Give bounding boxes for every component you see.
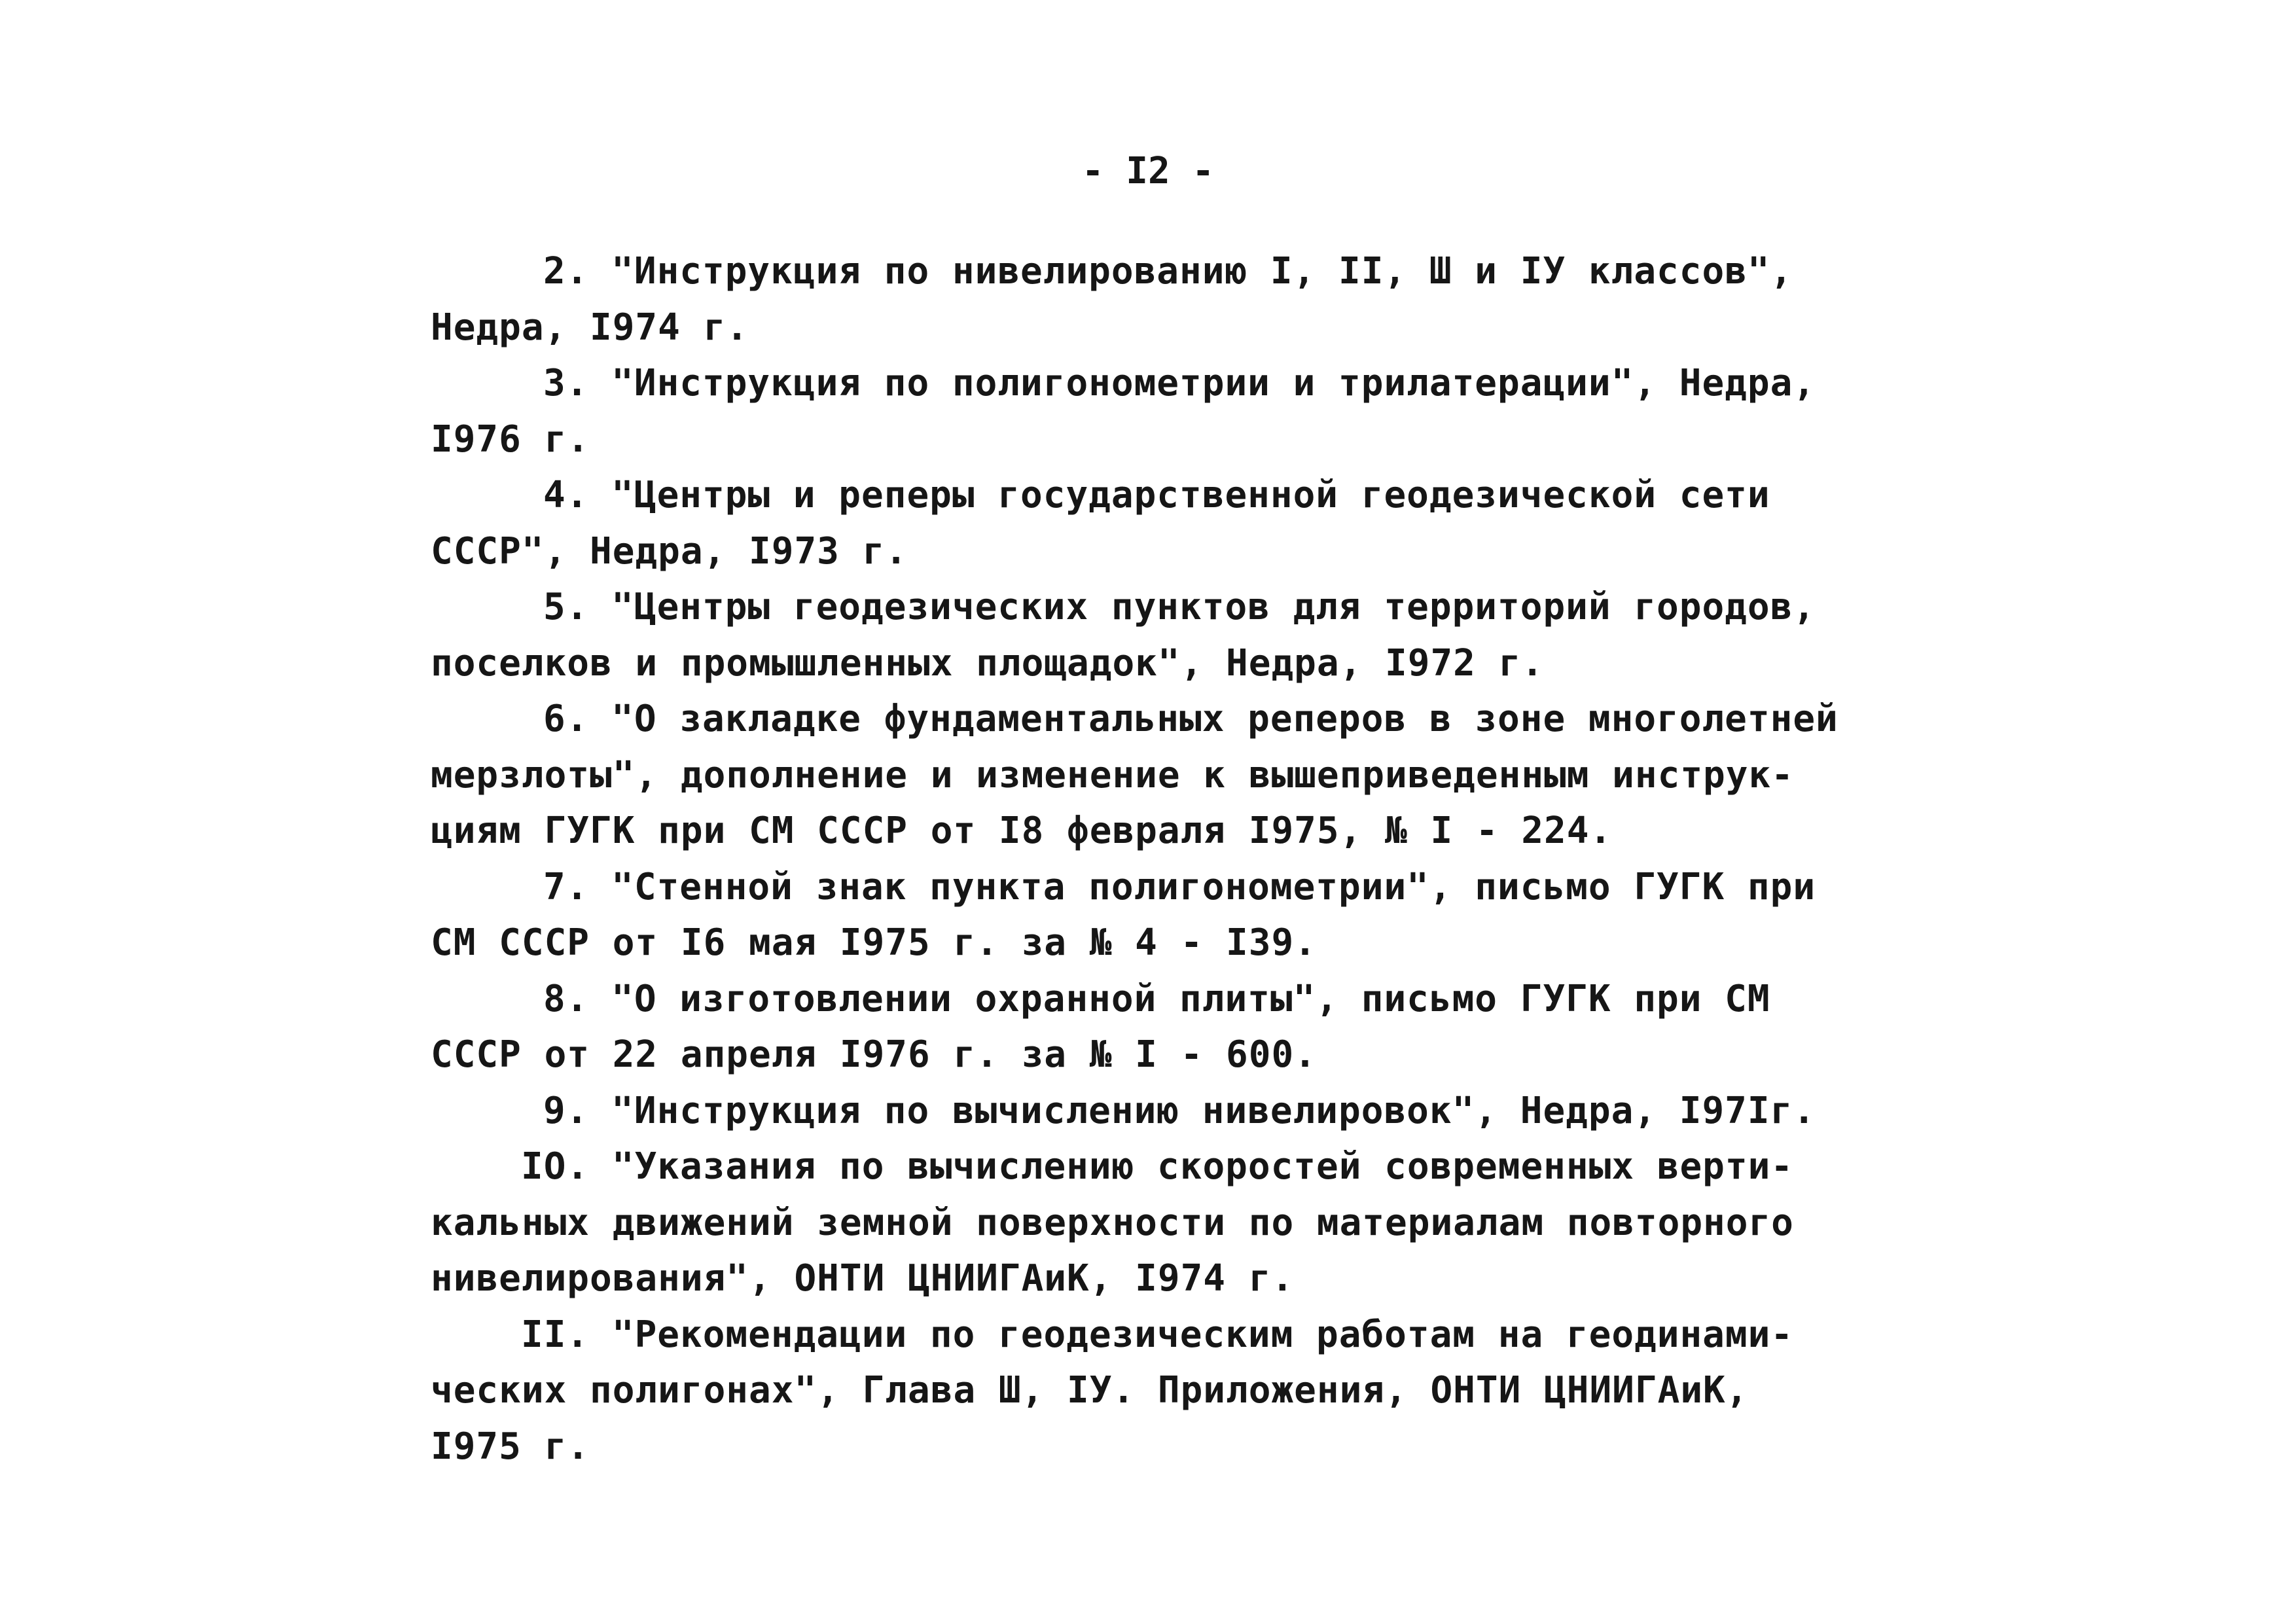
reference-item <box>431 1083 1923 1139</box>
reference-line: IО. "Указания по вычислению скоростей современных верти- <box>521 1145 1794 1188</box>
reference-line: 3. "Инструкция по полигонометрии и трилатерации", Недра, <box>543 362 1816 404</box>
page-number: - I2 - <box>1081 150 1215 192</box>
reference-list <box>431 243 1923 1474</box>
reference-item <box>431 859 1923 971</box>
reference-line: 5. "Центры геодезических пунктов для территорий городов, <box>543 586 1816 628</box>
reference-line: мерзлоты", дополнение и изменение к вышеприведенным инструк- <box>431 753 1794 796</box>
reference-line: СССР от 22 апреля I976 г. за № I - 600. <box>431 1033 1317 1076</box>
reference-line: 2. "Инструкция по нивелированию I, II, Ш и IУ классов", <box>543 250 1793 293</box>
reference-line: Недра, I974 г. <box>431 306 749 349</box>
reference-item <box>431 579 1923 691</box>
reference-line: II. "Рекомендации по геодезическим работам на геодинами- <box>521 1313 1794 1356</box>
reference-item <box>431 1307 1923 1475</box>
reference-line: 4. "Центры и реперы государственной геодезической сети <box>543 474 1770 516</box>
reference-line: 9. "Инструкция по вычислению нивелировок", Недра, I97Iг. <box>543 1089 1816 1132</box>
reference-item <box>431 1139 1923 1307</box>
reference-line: 7. "Стенной знак пункта полигонометрии", письмо ГУГК при <box>543 865 1816 908</box>
reference-line: ческих полигонах", Глава Ш, IУ. Приложения, ОНТИ ЦНИИГАиК, <box>431 1369 1749 1412</box>
reference-line: кальных движений земной поверхности по материалам повторного <box>431 1201 1794 1244</box>
reference-item <box>431 243 1923 355</box>
reference-item <box>431 467 1923 579</box>
reference-line: поселков и промышленных площадок", Недра, I972 г. <box>431 641 1545 685</box>
reference-item <box>431 971 1923 1083</box>
reference-item <box>431 691 1923 859</box>
reference-line: I975 г. <box>431 1425 590 1468</box>
reference-line: 6. "О закладке фундаментальных реперов в зоне многолетней <box>543 698 1839 740</box>
reference-item <box>431 355 1923 467</box>
reference-line: 8. "О изготовлении охранной плиты", письмо ГУГК при СМ <box>543 977 1770 1020</box>
reference-line: циям ГУГК при СМ СССР от I8 февраля I975, № I - 224. <box>431 810 1613 852</box>
reference-line: I976 г. <box>431 418 590 461</box>
reference-line: нивелирования", ОНТИ ЦНИИГАиК, I974 г. <box>431 1257 1295 1300</box>
reference-line: СССР", Недра, I973 г. <box>431 529 908 573</box>
reference-line: СМ СССР от I6 мая I975 г. за № 4 - I39. <box>431 921 1317 964</box>
